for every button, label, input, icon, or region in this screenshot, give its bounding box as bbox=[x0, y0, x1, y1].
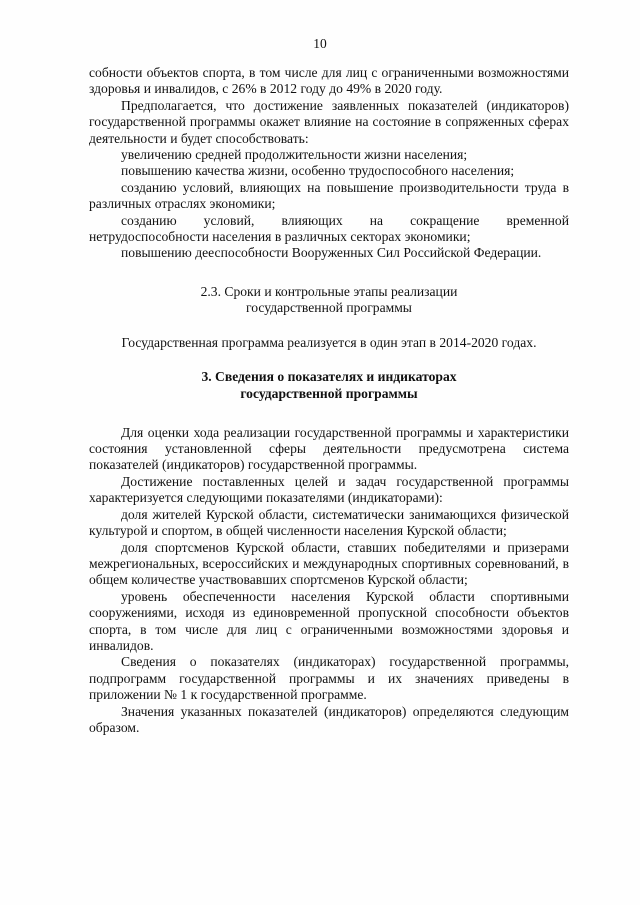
indicator-item-2: доля спортсменов Курской области, ставших победителями и призерами межрегиональных, всероссийских и международных спортивных соревнований, в общем количестве участвовавших спортсменов Курской области; bbox=[89, 539, 569, 588]
document-body bbox=[89, 65, 569, 736]
section-2-3-title-line1: 2.3. Сроки и контрольные этапы реализации bbox=[200, 283, 458, 299]
section-3-paragraph-1: Для оценки хода реализации государственной программы и характеристики состояния установленной сферы деятельности предусмотрена система показателей (индикаторов) государственной программы. bbox=[89, 424, 569, 473]
list-item-productivity: созданию условий, влияющих на повышение производительности труда в различных отраслях экономики; bbox=[89, 179, 569, 212]
section-3-paragraph-6: Сведения о показателях (индикаторах) государственной программы, подпрограмм государственной программы и их значениях приведены в приложении № 1 к государственной программе. bbox=[89, 654, 569, 703]
page-number: 10 bbox=[313, 36, 327, 51]
list-item-disability-reduction: созданию условий, влияющих на сокращение временной нетрудоспособности населения в различных секторах экономики; bbox=[89, 212, 569, 245]
paragraph-expectation: Предполагается, что достижение заявленных показателей (индикаторов) государственной программы окажет влияние на состояние в сопряженных сферах деятельности и будет способствовать: bbox=[89, 97, 569, 146]
section-2-3-text: Государственная программа реализуется в один этап в 2014-2020 годах. bbox=[121, 335, 537, 351]
list-item-armed-forces: повышению дееспособности Вооруженных Сил Российской Федерации. bbox=[121, 245, 542, 261]
section-3-title-line1: 3. Сведения о показателях и индикаторах bbox=[201, 369, 457, 385]
list-item-quality-of-life: повышению качества жизни, особенно трудоспособного населения; bbox=[121, 163, 515, 179]
list-item-life-expectancy: увеличению средней продолжительности жизни населения; bbox=[121, 147, 468, 163]
section-3-paragraph-7: Значения указанных показателей (индикаторов) определяются следующим образом. bbox=[89, 703, 569, 735]
indicator-item-3: уровень обеспеченности населения Курской области спортивными сооружениями, исходя из единовременной пропускной способности объектов спорта, в том числе для лиц с ограниченными возможностями здоровья и инвалидов. bbox=[89, 588, 569, 653]
indicator-item-1: доля жителей Курской области, систематически занимающихся физической культурой и спортом, в общей численности населения Курской области; bbox=[89, 506, 569, 539]
section-2-3-title-line2: государственной программы bbox=[246, 300, 412, 316]
section-3-title-line2: государственной программы bbox=[240, 386, 418, 402]
section-3-paragraph-2: Достижение поставленных целей и задач государственной программы характеризуется следующими показателями (индикаторами): bbox=[89, 473, 569, 506]
paragraph-continuation: собности объектов спорта, в том числе для лиц с ограниченными возможностями здоровья и инвалидов, с 26% в 2012 году до 49% в 2020 году. bbox=[89, 65, 569, 97]
